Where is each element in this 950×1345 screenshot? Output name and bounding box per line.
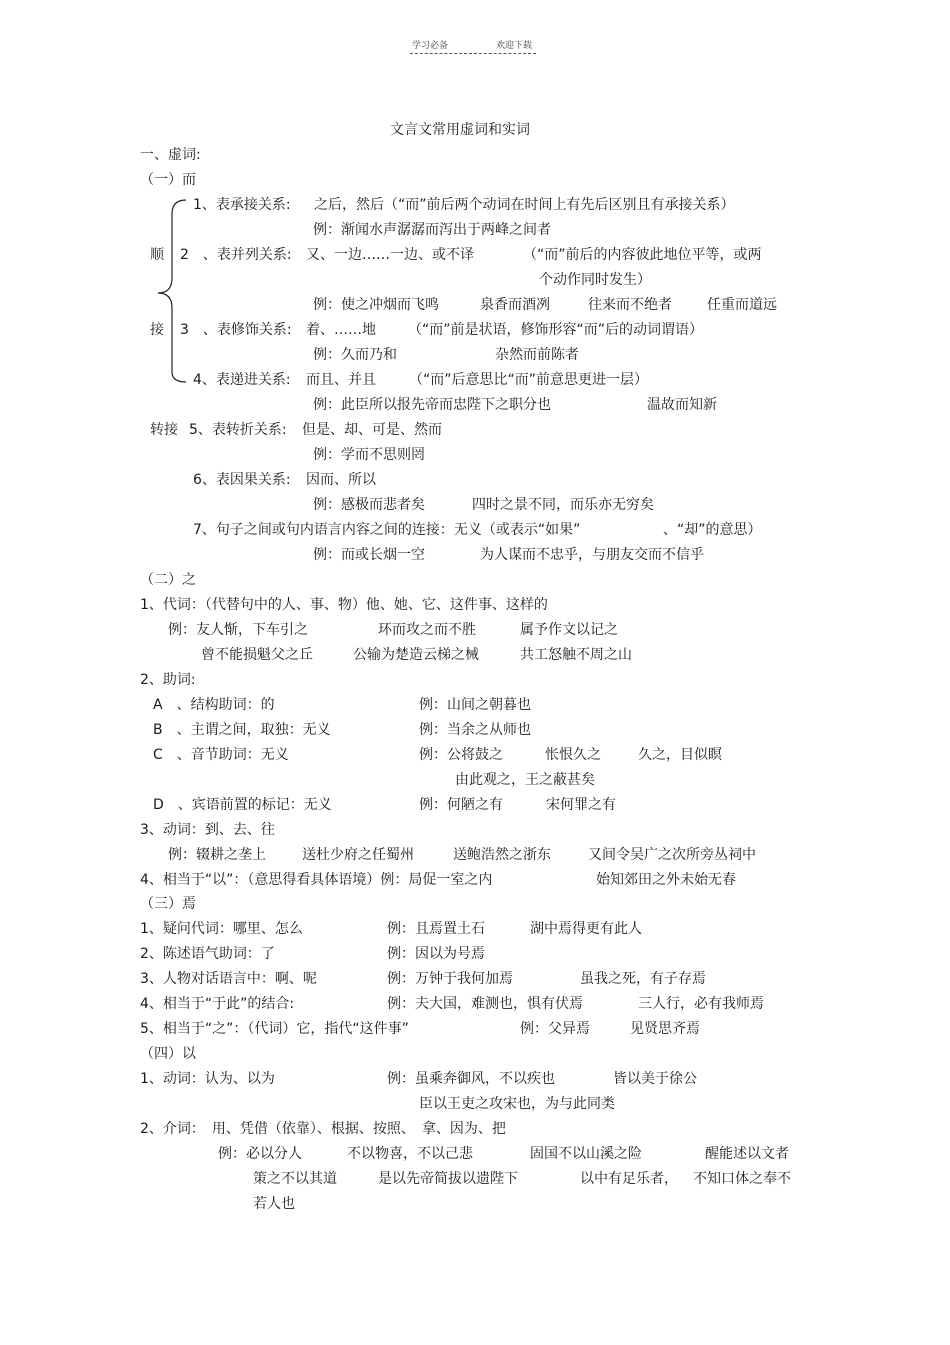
er-item5-text: 但是、却、可是、然而 [302,422,442,438]
brace-shunjie [150,196,190,386]
header-right: 欢迎下载 [496,41,533,51]
er-item1-example: 例：渐闻水声潺潺而泻出于两峰之间者 [313,222,551,238]
yan-item2: 2、陈述语气助词：了 [140,946,275,962]
er-item2-label: 2 、表并列关系: [180,247,292,263]
er-item6-label: 6、表因果关系: [193,472,291,488]
zhi-c-example1: 例：公将鼓之 [419,747,503,763]
zhi-item4-example: 始知郊田之外未始无春 [596,872,736,888]
er-item5-example: 例：学而不思则罔 [313,447,425,463]
er-item2-example1: 例：使之冲烟而飞鸣 [313,297,439,313]
zhi-item1: 1、代词：（代替句中的人、事、物）他、她、它、这件事、这样的 [140,597,548,613]
er-item2-example4: 任重而道远 [707,297,777,313]
zhi-item3-example3: 送鲍浩然之浙东 [453,847,551,863]
zhi-item1-example1: 例：友人惭，下车引之 [168,622,308,638]
yan-item4-example2: 三人行，必有我师焉 [638,996,764,1012]
side-label-jie: 接 [150,322,164,338]
yan-item5: 5、相当于“之”：（代词）它，指代“这件事” [140,1021,409,1037]
er-item6-example2: 四时之景不同，而乐亦无穷矣 [472,497,654,513]
zhi-item3-example4: 又间令吴广之次所旁丛祠中 [588,847,756,863]
er-item2-text: 又、一边……一边、或不译 [306,247,474,263]
er-item3-example1: 例：久而乃和 [313,347,397,363]
zhi-item1-example5: 公输为楚造云梯之械 [353,647,479,663]
zhi-item2: 2、助词: [140,672,196,688]
page-title: 文言文常用虚词和实词 [390,122,530,138]
zhi-item1-example4: 曾不能损魁父之丘 [201,647,313,663]
zhi-item1-example6: 共工怒触不周之山 [520,647,632,663]
er-item2-note: （“而”前后的内容彼此地位平等，或两 [523,247,762,263]
er-item7-example1: 例：而或长烟一空 [313,547,425,563]
yan-item4: 4、相当于“于此”的结合: [140,996,295,1012]
er-item7-text: 7、句子之间或句内语言内容之间的连接：无义（或表示“如果” [193,522,581,538]
yi-item2-example4: 醒能述以文者 [705,1146,789,1162]
yan-item1: 1、疑问代词：哪里、怎么 [140,921,303,937]
yi-item2-example1: 例：必以分人 [218,1146,302,1162]
er-item4-example2: 温故而知新 [647,397,717,413]
er-item7-text2: 、“却”的意思） [663,522,762,538]
zhi-c-example4: 由此观之，王之蔽甚矣 [455,772,595,788]
er-item2-example3: 往来而不绝者 [588,297,672,313]
yan-item3-example1: 例：万钟于我何加焉 [387,971,513,987]
yi-item2-example9: 若人也 [253,1196,295,1212]
er-item5-label: 5、表转折关系: [189,422,287,438]
er-item7-example2: 为人谋而不忠乎，与朋友交而不信乎 [480,547,704,563]
yan-item2-example: 例：因以为号焉 [387,946,485,962]
er-item4-label: 4、表递进关系: [193,372,291,388]
er-item3-example2: 杂然而前陈者 [495,347,579,363]
er-item2-note2: 个动作同时发生） [539,272,651,288]
zhi-item3: 3、动词：到、去、往 [140,822,275,838]
yi-item2-example2: 不以物喜，不以己悲 [347,1146,473,1162]
zhi-item1-example3: 属予作文以记之 [520,622,618,638]
zhi-item4: 4、相当于“以”：（意思得看具体语境）例：局促一室之内 [140,872,493,888]
section-xuci: 一、虚词: [140,147,201,163]
zhi-d-example1: 例：何陋之有 [419,797,503,813]
header-left: 学习必备 [412,41,449,51]
yi-item1-example3: 臣以王吏之攻宋也，为与此同类 [419,1096,615,1112]
heading-yan: （三）焉 [140,896,196,912]
yi-item1-example2: 皆以美于徐公 [613,1071,697,1087]
zhi-a-label: A 、结构助词：的 [153,697,275,713]
yan-item5-example2: 见贤思齐焉 [630,1021,700,1037]
er-item6-text: 因而、所以 [306,472,376,488]
yan-item4-example1: 例：夫大国，难测也，惧有伏焉 [387,996,583,1012]
zhi-a-example: 例：山间之朝暮也 [419,697,531,713]
side-label-zhuanjie: 转接 [150,422,178,438]
side-label-shun: 顺 [150,247,164,263]
zhi-d-label: D 、宾语前置的标记：无义 [153,797,332,813]
yi-item2-example3: 固国不以山溪之险 [530,1146,642,1162]
yi-item2: 2、介词： 用、凭借（依靠）、根据、按照、 拿、因为、把 [140,1121,506,1137]
yan-item5-example1: 例：父异焉 [520,1021,590,1037]
yi-item2-example6: 是以先帝简拔以遗陛下 [378,1171,518,1187]
yi-item2-example5: 策之不以其道 [253,1171,337,1187]
zhi-b-example: 例：当余之从师也 [419,722,531,738]
heading-er: （一）而 [140,172,196,188]
header-divider [410,53,536,54]
er-item1-label: 1、表承接关系: [193,197,291,213]
zhi-d-example2: 宋何罪之有 [546,797,616,813]
er-item3-label: 3 、表修饰关系: [180,322,292,338]
yi-item2-example8: 不知口体之奉不 [693,1171,791,1187]
er-item4-text: 而且、并且 [306,372,376,388]
zhi-c-label: C 、音节助词：无义 [153,747,289,763]
er-item6-example1: 例：感极而悲者矣 [313,497,425,513]
heading-yi: （四）以 [140,1046,196,1062]
er-item3-text: 着、……地 [306,322,376,338]
zhi-c-example3: 久之，目似瞑 [638,747,722,763]
er-item1-text: 之后，然后（“而”前后两个动词在时间上有先后区别且有承接关系） [314,197,735,213]
er-item3-note: （“而”前是状语，修饰形容“而”后的动词谓语） [408,322,704,338]
er-item4-example1: 例：此臣所以报先帝而忠陛下之职分也 [313,397,551,413]
zhi-b-label: B 、主谓之间，取独：无义 [153,722,331,738]
heading-zhi: （二）之 [140,572,196,588]
yi-item2-example7: 以中有足乐者， [580,1171,678,1187]
yi-item1: 1、动词：认为、以为 [140,1071,275,1087]
yan-item1-example1: 例：且焉置土石 [387,921,485,937]
zhi-item3-example2: 送杜少府之任蜀州 [302,847,414,863]
er-item2-example2: 泉香而酒冽 [480,297,550,313]
er-item4-note: （“而”后意思比“而”前意思更进一层） [409,372,649,388]
zhi-c-example2: 怅恨久之 [545,747,601,763]
zhi-item3-example1: 例：辍耕之垄上 [168,847,266,863]
yi-item1-example1: 例：虽乘奔御风，不以疾也 [387,1071,555,1087]
yan-item3: 3、人物对话语言中：啊、呢 [140,971,317,987]
yan-item1-example2: 湖中焉得更有此人 [530,921,642,937]
yan-item3-example2: 虽我之死，有子存焉 [580,971,706,987]
zhi-item1-example2: 环而攻之而不胜 [378,622,476,638]
